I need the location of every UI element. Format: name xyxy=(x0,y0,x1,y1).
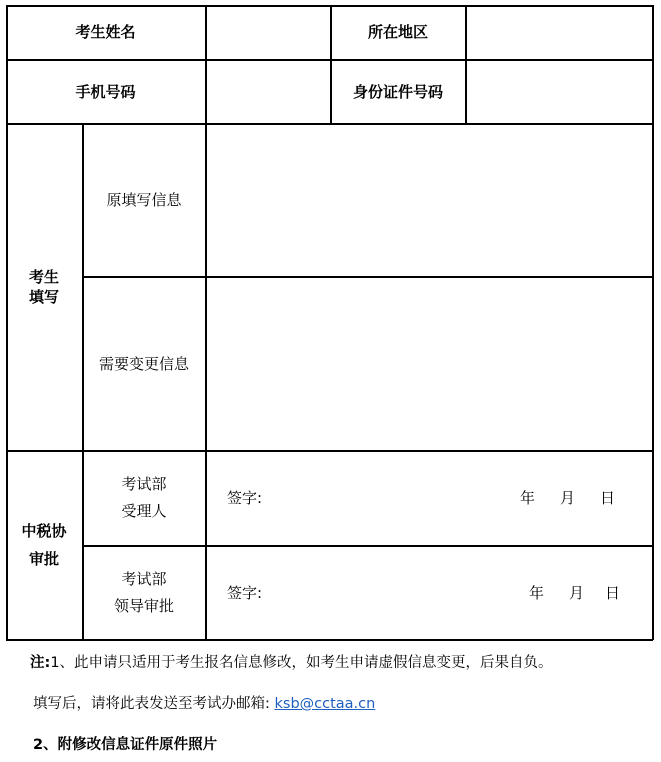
signature-label: 签字: xyxy=(227,489,263,507)
region-field[interactable] xyxy=(467,6,651,58)
send-instruction xyxy=(33,692,375,713)
candidate-fill-group-label xyxy=(6,124,82,450)
leader-line: 考试部 xyxy=(121,569,167,588)
signature-label: 签字: xyxy=(227,584,263,602)
region-label: 所在地区 xyxy=(367,23,428,41)
date-day: 日 xyxy=(605,584,621,602)
phone-label: 手机号码 xyxy=(75,82,136,101)
date-year: 年 xyxy=(529,584,545,602)
note-1 xyxy=(30,651,553,672)
original-info-label: 原填写信息 xyxy=(106,191,182,209)
leader-line: 领导审批 xyxy=(113,596,174,615)
leader-approval-label xyxy=(83,546,205,639)
change-info-label: 需要变更信息 xyxy=(98,354,189,373)
candidate-name-label: 考生姓名 xyxy=(75,23,136,41)
receiver-label xyxy=(83,451,205,545)
phone-field[interactable] xyxy=(207,61,329,122)
id-number-label: 身份证件号码 xyxy=(352,82,443,101)
change-info-field[interactable] xyxy=(207,278,651,449)
cctaa-approval-group-label xyxy=(6,451,82,639)
receiver-line: 受理人 xyxy=(121,502,167,520)
receiver-line: 考试部 xyxy=(121,475,167,493)
receiver-signature-field[interactable] xyxy=(207,452,651,544)
leader-signature-field[interactable] xyxy=(207,547,651,638)
send-text: 填写后，请将此表发送至考试办邮箱: xyxy=(33,696,270,712)
group-line: 填写 xyxy=(28,288,59,306)
group-line: 考生 xyxy=(28,268,59,286)
original-info-field[interactable] xyxy=(207,125,651,275)
table-border-right xyxy=(652,5,654,640)
email-link[interactable]: ksb@cctaa.cn xyxy=(274,696,376,712)
note-prefix: 注: xyxy=(30,655,51,671)
date-year: 年 xyxy=(520,489,536,507)
date-day: 日 xyxy=(600,489,616,507)
group-line: 中税协 xyxy=(21,522,67,540)
note-1-text: 1、此申请只适用于考生报名信息修改，如考生申请虚假信息变更，后果自负。 xyxy=(50,655,553,671)
date-month: 月 xyxy=(569,584,585,602)
group-line: 审批 xyxy=(28,550,59,568)
id-number-field[interactable] xyxy=(467,61,651,122)
note-2: 2、附修改信息证件原件照片 xyxy=(33,737,218,753)
table-border-bottom xyxy=(6,639,653,641)
candidate-name-field[interactable] xyxy=(207,6,329,58)
date-month: 月 xyxy=(560,489,576,507)
